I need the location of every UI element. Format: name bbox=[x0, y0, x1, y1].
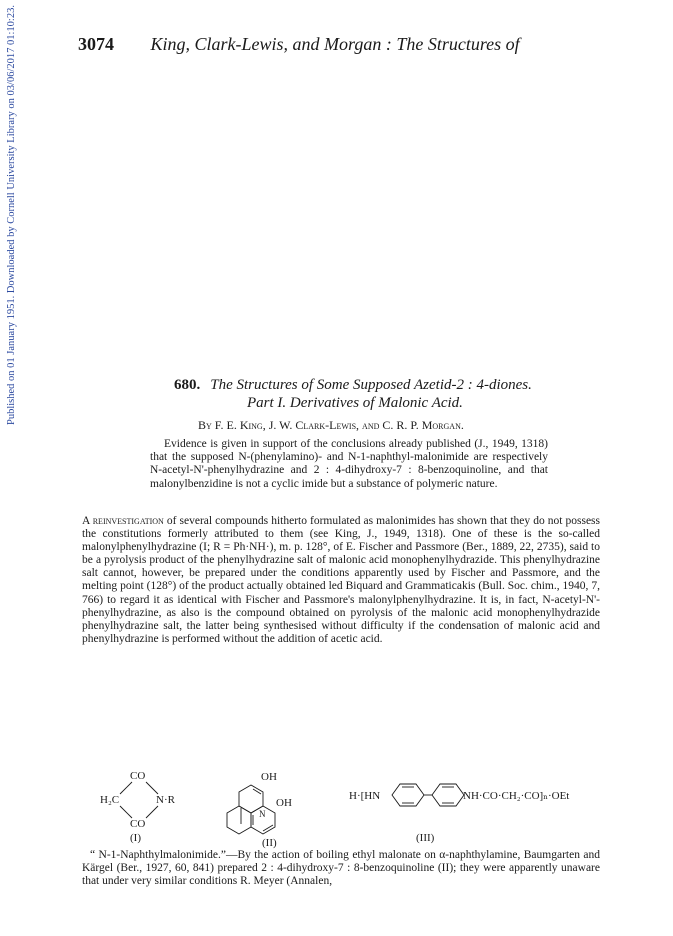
body-paragraph-2: “ N-1-Naphthylmalonimide.”—By the action of boiling ethyl malonate on α-naphthylamine, Baumgarten and Kärgel (Ber., 1927, 60, 841) prepared 2 : 4-dihydroxy-7 : 8-benzoquinoline (II); they were apparently unaware that under very similar conditions R. Meyer (Annalen, bbox=[82, 849, 600, 888]
s1-right-group: N·R bbox=[156, 794, 175, 806]
article-number: 680. bbox=[174, 377, 201, 393]
authors-line: By F. E. King, J. W. Clark-Lewis, and C. R. P. Morgan. bbox=[198, 418, 464, 432]
article-title bbox=[174, 377, 532, 394]
s2-oh-top: OH bbox=[261, 771, 277, 783]
structure-III bbox=[349, 784, 569, 844]
s2-oh-right: OH bbox=[276, 797, 292, 809]
article-title-text: The Structures of Some Supposed Azetid-2 : 4-diones. bbox=[210, 377, 532, 393]
body-lead: A reinvestigation bbox=[82, 515, 164, 527]
s1-bond bbox=[120, 782, 132, 794]
abstract: Evidence is given in support of the conclusions already published (J., 1949, 1318) that the supposed N-(phenylamino)- and N-1-naphthyl-malonimide are respectively N-acetyl-N'-phenylhydrazine and 2 : 4-dihydroxy-7 : 8-benzoquinoline, and that malonylbenzidine is not a cyclic imide but a substance of polymeric nature. bbox=[150, 438, 548, 490]
body-paragraph bbox=[82, 515, 600, 646]
s2-label: (II) bbox=[262, 837, 277, 849]
s3-left: H·[HN bbox=[349, 790, 381, 802]
s1-co-top: CO bbox=[130, 770, 146, 782]
running-header bbox=[78, 34, 638, 55]
body-text: of several compounds hitherto formulated as malonimides has shown that they do not possess the constitutions formerly attributed to them (see King, J., 1949, 1318). One of these is the so-called malonylphenylhydrazine (I; R = Ph·NH·), m. p. 128°, of E. Fischer and Passmore (Ber., 1889, 22, 2735), said to be a pyrolysis product of the phenylhydrazine salt of malonic acid monophenylhydrazide. This phenylhydrazine salt cannot, however, be prepared under the conditions apparently used by Fischer and Passmore, and the melting point (128°) of the product actually obtained led Biquard and Grammaticakis (Bull. Soc. chim., 1940, 7, 766) to regard it as identical with Fischer and Passmore's malonylphenylhydrazine. It is, in fact, N-acetyl-N'-phenylhydrazine, as also is the compound obtained on pyrolysis of the malonic acid monophenylhydrazide phenylhydrazine salt, the latter being synthesised without difficulty if the condensation of malonic acid and phenylhydrazine is performed without the addition of acetic acid. bbox=[82, 515, 601, 645]
structure-I bbox=[100, 770, 176, 844]
download-notice: Published on 01 January 1951. Downloaded by Cornell University Library on 03/06/2017 01:10:23. bbox=[6, 5, 17, 425]
page-number: 3074 bbox=[78, 34, 114, 54]
chemical-structures bbox=[96, 768, 636, 850]
article-subtitle: Part I. Derivatives of Malonic Acid. bbox=[247, 395, 463, 411]
s1-co-bottom: CO bbox=[130, 818, 146, 830]
s1-label: (I) bbox=[130, 832, 141, 844]
s1-bond bbox=[146, 806, 158, 818]
s3-label: (III) bbox=[416, 832, 435, 844]
s3-right: NH·CO·CH₂·CO]ₙ·OEt bbox=[463, 790, 570, 802]
s1-bond bbox=[120, 806, 132, 818]
s2-n: N bbox=[259, 809, 266, 819]
s2-double-bond bbox=[263, 825, 273, 831]
s2-ring-b bbox=[227, 806, 251, 834]
s1-left-group: H₂C bbox=[100, 794, 120, 806]
running-title: King, Clark-Lewis, and Morgan : The Structures of bbox=[150, 34, 520, 54]
s1-bond bbox=[146, 782, 158, 794]
structure-II bbox=[227, 785, 275, 834]
